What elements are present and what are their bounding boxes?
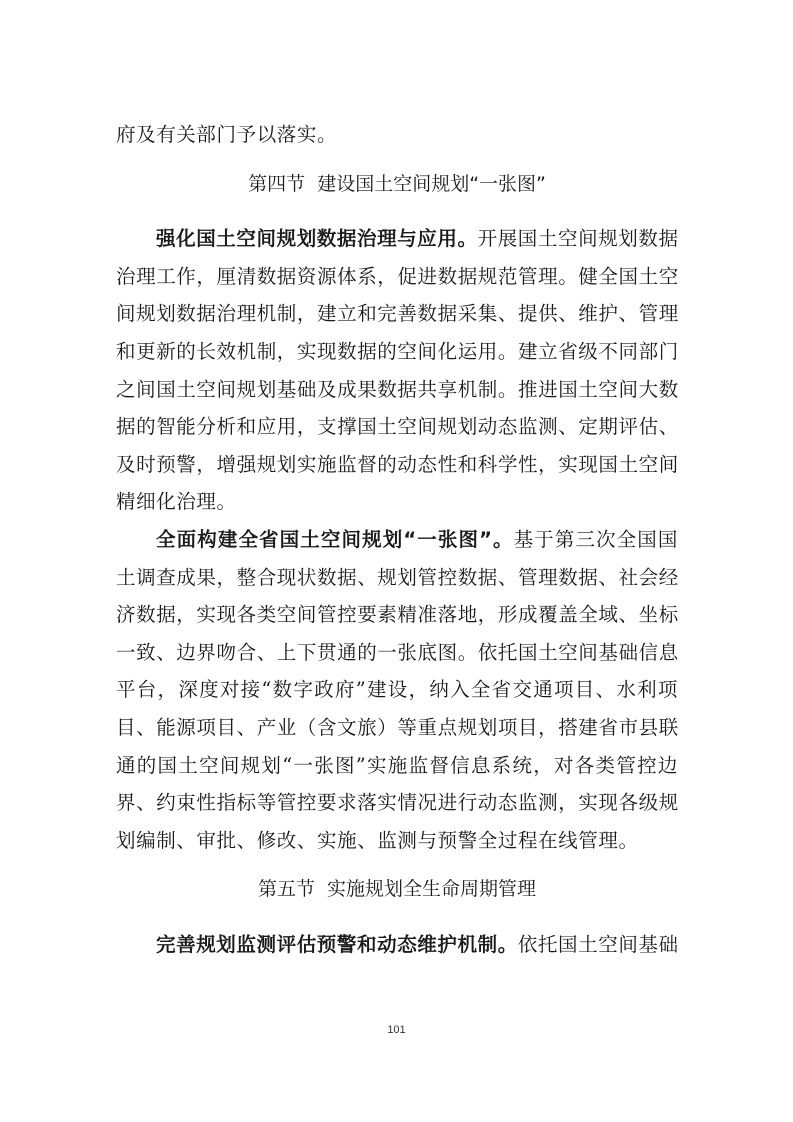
paragraph-lead: 全面构建全省国土空间规划“一张图”。	[156, 527, 514, 551]
body-line: 济数据，实现各类空间管控要素精准落地，形成覆盖全域、坐标	[116, 603, 679, 627]
body-line: 和更新的长效机制，实现数据的空间化运用。建立省级不同部门	[116, 339, 679, 363]
body-line: 通的国土空间规划“一张图”实施监督信息系统，对各类管控边	[116, 753, 678, 777]
paragraph	[116, 220, 678, 521]
body-line: 治理工作，厘清数据资源体系，促进数据规范管理。健全国土空	[116, 264, 679, 288]
body-line: 据的智能分析和应用，支撑国土空间规划动态监测、定期评估、	[116, 415, 679, 439]
body-line: 界、约束性指标等管控要求落实情况进行动态监测，实现各级规	[116, 791, 679, 815]
body-line: 及时预警，增强规划实施监督的动态性和科学性，实现国土空间	[116, 452, 679, 476]
paragraph	[116, 926, 678, 964]
paragraph-lead: 完善规划监测评估预警和动态维护机制。	[156, 932, 518, 956]
body-line: 之间国土空间规划基础及成果数据共享机制。推进国土空间大数	[116, 377, 679, 401]
body-line: 划编制、审批、修改、实施、监测与预警全过程在线管理。	[116, 828, 639, 852]
page-number: 101	[387, 1024, 406, 1036]
section-heading-5: 第五节 实施规划全生命周期管理	[257, 878, 537, 901]
paragraph	[116, 521, 678, 859]
paragraph-first-line	[116, 926, 678, 964]
body-line: 土调查成果，整合现状数据、规划管控数据、管理数据、社会经	[116, 565, 679, 589]
document-page	[116, 116, 678, 963]
paragraph-text: 开展国土空间规划数据	[477, 227, 679, 251]
body-line: 目、能源项目、产业（含文旅）等重点规划项目，搭建省市县联	[116, 715, 679, 739]
paragraph-first-line	[116, 521, 678, 559]
paragraph-text: 依托国土空间基础	[517, 932, 679, 956]
paragraph-text: 基于第三次全国国	[513, 527, 678, 551]
body-line: 一致、边界吻合、上下贯通的一张底图。依托国土空间基础信息	[116, 640, 679, 664]
body-line: 间规划数据治理机制，建立和完善数据采集、提供、维护、管理	[116, 302, 679, 326]
body-line: 平台，深度对接“数字政府”建设，纳入全省交通项目、水利项	[116, 678, 678, 702]
paragraph-lead: 强化国土空间规划数据治理与应用。	[156, 227, 478, 251]
body-line: 府及有关部门予以落实。	[116, 123, 338, 146]
paragraph-first-line	[116, 220, 678, 258]
section-heading-4: 第四节 建设国土空间规划“一张图”	[248, 172, 546, 195]
body-line: 精细化治理。	[116, 490, 237, 514]
